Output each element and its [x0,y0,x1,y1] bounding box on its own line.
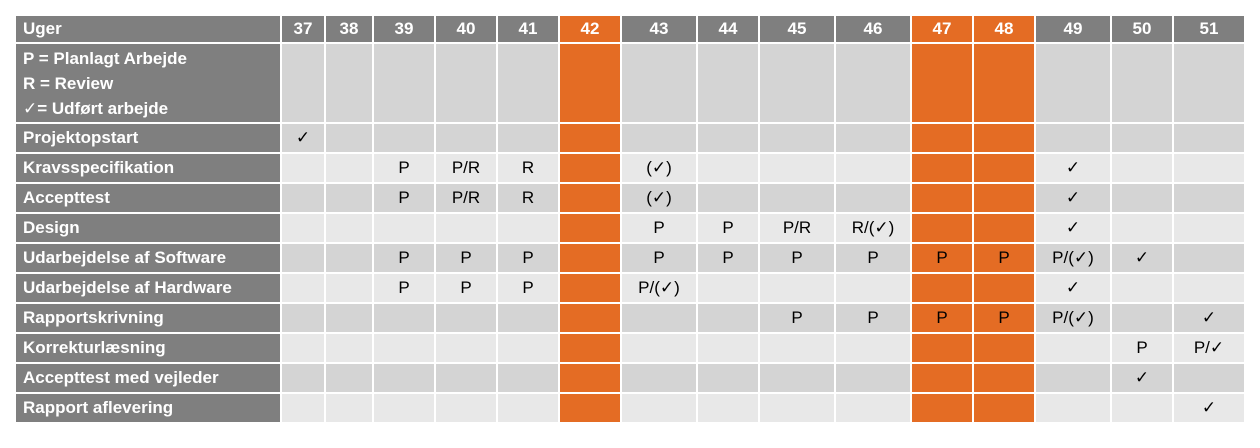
status-cell-week-50 [1111,393,1173,423]
status-cell-week-46 [835,273,911,303]
status-cell-week-44 [697,123,759,153]
status-cell-week-50 [1111,123,1173,153]
status-cell-week-49: ✓ [1035,153,1111,183]
legend-fill [435,43,497,123]
week-40: 40 [435,15,497,43]
status-cell-week-49: P/(✓) [1035,243,1111,273]
status-cell-week-44 [697,153,759,183]
legend-fill [325,43,373,123]
status-cell-week-40: P/R [435,153,497,183]
status-cell-week-39 [373,333,435,363]
status-cell-week-38 [325,273,373,303]
status-cell-week-47 [911,153,973,183]
status-cell-week-38 [325,363,373,393]
legend-fill [1173,43,1245,123]
table-row [15,213,1245,243]
legend-fill [835,43,911,123]
status-cell-week-42 [559,183,621,213]
status-cell-week-39: P [373,243,435,273]
legend-fill [621,43,697,123]
status-cell-week-50 [1111,303,1173,333]
table-row [15,333,1245,363]
week-42: 42 [559,15,621,43]
status-cell-week-43 [621,363,697,393]
week-48: 48 [973,15,1035,43]
status-cell-week-44 [697,333,759,363]
status-cell-week-48 [973,333,1035,363]
status-cell-week-41: P [497,243,559,273]
status-cell-week-39 [373,213,435,243]
status-cell-week-49 [1035,333,1111,363]
status-cell-week-39: P [373,183,435,213]
status-cell-week-46 [835,333,911,363]
status-cell-week-39 [373,393,435,423]
status-cell-week-45 [759,333,835,363]
status-cell-week-37 [281,153,325,183]
status-cell-week-47: P [911,243,973,273]
status-cell-week-51 [1173,363,1245,393]
status-cell-week-42 [559,153,621,183]
status-cell-week-43: P/(✓) [621,273,697,303]
status-cell-week-46 [835,123,911,153]
status-cell-week-41 [497,393,559,423]
legend-fill [697,43,759,123]
task-label: Kravsspecifikation [15,153,281,183]
status-cell-week-43 [621,123,697,153]
status-cell-week-48 [973,183,1035,213]
week-41: 41 [497,15,559,43]
status-cell-week-39 [373,303,435,333]
status-cell-week-38 [325,153,373,183]
status-cell-week-40: P [435,273,497,303]
legend-fill [373,43,435,123]
status-cell-week-48: P [973,303,1035,333]
status-cell-week-38 [325,333,373,363]
status-cell-week-41 [497,213,559,243]
status-cell-week-44 [697,363,759,393]
status-cell-week-49: ✓ [1035,213,1111,243]
task-label: Accepttest med vejleder [15,363,281,393]
status-cell-week-43: (✓) [621,183,697,213]
task-label: Udarbejdelse af Software [15,243,281,273]
project-schedule-table [14,14,1246,424]
week-39: 39 [373,15,435,43]
status-cell-week-40 [435,333,497,363]
status-cell-week-37 [281,363,325,393]
status-cell-week-45 [759,363,835,393]
status-cell-week-44 [697,303,759,333]
status-cell-week-39 [373,123,435,153]
status-cell-week-45: P [759,303,835,333]
week-45: 45 [759,15,835,43]
status-cell-week-49: ✓ [1035,273,1111,303]
status-cell-week-51 [1173,123,1245,153]
week-46: 46 [835,15,911,43]
status-cell-week-44 [697,183,759,213]
status-cell-week-42 [559,333,621,363]
status-cell-week-42 [559,393,621,423]
status-cell-week-48 [973,363,1035,393]
status-cell-week-43: (✓) [621,153,697,183]
task-label: Design [15,213,281,243]
status-cell-week-42 [559,243,621,273]
status-cell-week-42 [559,303,621,333]
status-cell-week-47 [911,333,973,363]
status-cell-week-49: ✓ [1035,183,1111,213]
weeks-label: Uger [15,15,281,43]
status-cell-week-47: P [911,303,973,333]
status-cell-week-46 [835,183,911,213]
status-cell-week-39: P [373,273,435,303]
legend-review: R = Review [23,73,114,93]
status-cell-week-37: ✓ [281,123,325,153]
status-cell-week-43 [621,303,697,333]
status-cell-week-48: P [973,243,1035,273]
status-cell-week-50 [1111,273,1173,303]
status-cell-week-51: ✓ [1173,393,1245,423]
legend-fill [497,43,559,123]
status-cell-week-47 [911,213,973,243]
table-row [15,153,1245,183]
status-cell-week-41: R [497,153,559,183]
status-cell-week-43 [621,393,697,423]
status-cell-week-46: R/(✓) [835,213,911,243]
status-cell-week-38 [325,303,373,333]
status-cell-week-37 [281,393,325,423]
legend-fill [1035,43,1111,123]
status-cell-week-45: P/R [759,213,835,243]
status-cell-week-46: P [835,303,911,333]
table-row [15,183,1245,213]
status-cell-week-44: P [697,213,759,243]
status-cell-week-49 [1035,363,1111,393]
legend-fill [559,43,621,123]
status-cell-week-46 [835,363,911,393]
status-cell-week-51 [1173,213,1245,243]
status-cell-week-43: P [621,243,697,273]
status-cell-week-49 [1035,393,1111,423]
status-cell-week-39: P [373,153,435,183]
table-row [15,243,1245,273]
status-cell-week-42 [559,273,621,303]
status-cell-week-51: ✓ [1173,303,1245,333]
status-cell-week-44 [697,273,759,303]
status-cell-week-41 [497,363,559,393]
table-row [15,273,1245,303]
legend-fill [911,43,973,123]
status-cell-week-47 [911,183,973,213]
status-cell-week-38 [325,213,373,243]
legend-done: ✓= Udført arbejde [23,98,169,118]
legend-fill [1111,43,1173,123]
task-label: Rapport aflevering [15,393,281,423]
status-cell-week-50 [1111,213,1173,243]
legend-row [15,43,1245,123]
status-cell-week-45 [759,393,835,423]
status-cell-week-45: P [759,243,835,273]
task-label: Udarbejdelse af Hardware [15,273,281,303]
status-cell-week-48 [973,123,1035,153]
status-cell-week-44: P [697,243,759,273]
week-47: 47 [911,15,973,43]
week-37: 37 [281,15,325,43]
week-38: 38 [325,15,373,43]
table-row [15,303,1245,333]
status-cell-week-51: P/✓ [1173,333,1245,363]
status-cell-week-48 [973,153,1035,183]
status-cell-week-38 [325,123,373,153]
status-cell-week-40: P/R [435,183,497,213]
status-cell-week-50: ✓ [1111,243,1173,273]
status-cell-week-47 [911,393,973,423]
status-cell-week-41 [497,333,559,363]
status-cell-week-38 [325,243,373,273]
status-cell-week-51 [1173,243,1245,273]
status-cell-week-40: P [435,243,497,273]
status-cell-week-48 [973,393,1035,423]
status-cell-week-43: P [621,213,697,243]
status-cell-week-46: P [835,243,911,273]
status-cell-week-43 [621,333,697,363]
week-50: 50 [1111,15,1173,43]
status-cell-week-41: R [497,183,559,213]
week-51: 51 [1173,15,1245,43]
status-cell-week-51 [1173,273,1245,303]
week-header-row [15,15,1245,43]
status-cell-week-37 [281,213,325,243]
status-cell-week-41 [497,123,559,153]
status-cell-week-47 [911,123,973,153]
status-cell-week-50: P [1111,333,1173,363]
table-row [15,363,1245,393]
legend-fill [759,43,835,123]
task-label: Accepttest [15,183,281,213]
status-cell-week-42 [559,213,621,243]
status-cell-week-46 [835,393,911,423]
table-row [15,393,1245,423]
status-cell-week-37 [281,303,325,333]
week-44: 44 [697,15,759,43]
status-cell-week-51 [1173,153,1245,183]
status-cell-week-46 [835,153,911,183]
legend-planned: P = Planlagt Arbejde [23,48,187,68]
week-49: 49 [1035,15,1111,43]
status-cell-week-49 [1035,123,1111,153]
status-cell-week-42 [559,123,621,153]
task-label: Korrekturlæsning [15,333,281,363]
status-cell-week-49: P/(✓) [1035,303,1111,333]
legend-fill [281,43,325,123]
week-43: 43 [621,15,697,43]
status-cell-week-37 [281,183,325,213]
status-cell-week-45 [759,273,835,303]
status-cell-week-37 [281,273,325,303]
task-label: Rapportskrivning [15,303,281,333]
status-cell-week-44 [697,393,759,423]
task-label: Projektopstart [15,123,281,153]
status-cell-week-40 [435,393,497,423]
status-cell-week-48 [973,273,1035,303]
status-cell-week-38 [325,183,373,213]
status-cell-week-42 [559,363,621,393]
status-cell-week-51 [1173,183,1245,213]
status-cell-week-50: ✓ [1111,363,1173,393]
status-cell-week-48 [973,213,1035,243]
status-cell-week-50 [1111,153,1173,183]
table-row [15,123,1245,153]
status-cell-week-37 [281,243,325,273]
status-cell-week-50 [1111,183,1173,213]
status-cell-week-47 [911,273,973,303]
status-cell-week-40 [435,363,497,393]
status-cell-week-40 [435,123,497,153]
status-cell-week-41: P [497,273,559,303]
status-cell-week-47 [911,363,973,393]
status-cell-week-45 [759,153,835,183]
status-cell-week-40 [435,213,497,243]
status-cell-week-38 [325,393,373,423]
status-cell-week-40 [435,303,497,333]
status-cell-week-41 [497,303,559,333]
legend [15,43,281,123]
status-cell-week-45 [759,123,835,153]
status-cell-week-45 [759,183,835,213]
legend-fill [973,43,1035,123]
status-cell-week-39 [373,363,435,393]
status-cell-week-37 [281,333,325,363]
